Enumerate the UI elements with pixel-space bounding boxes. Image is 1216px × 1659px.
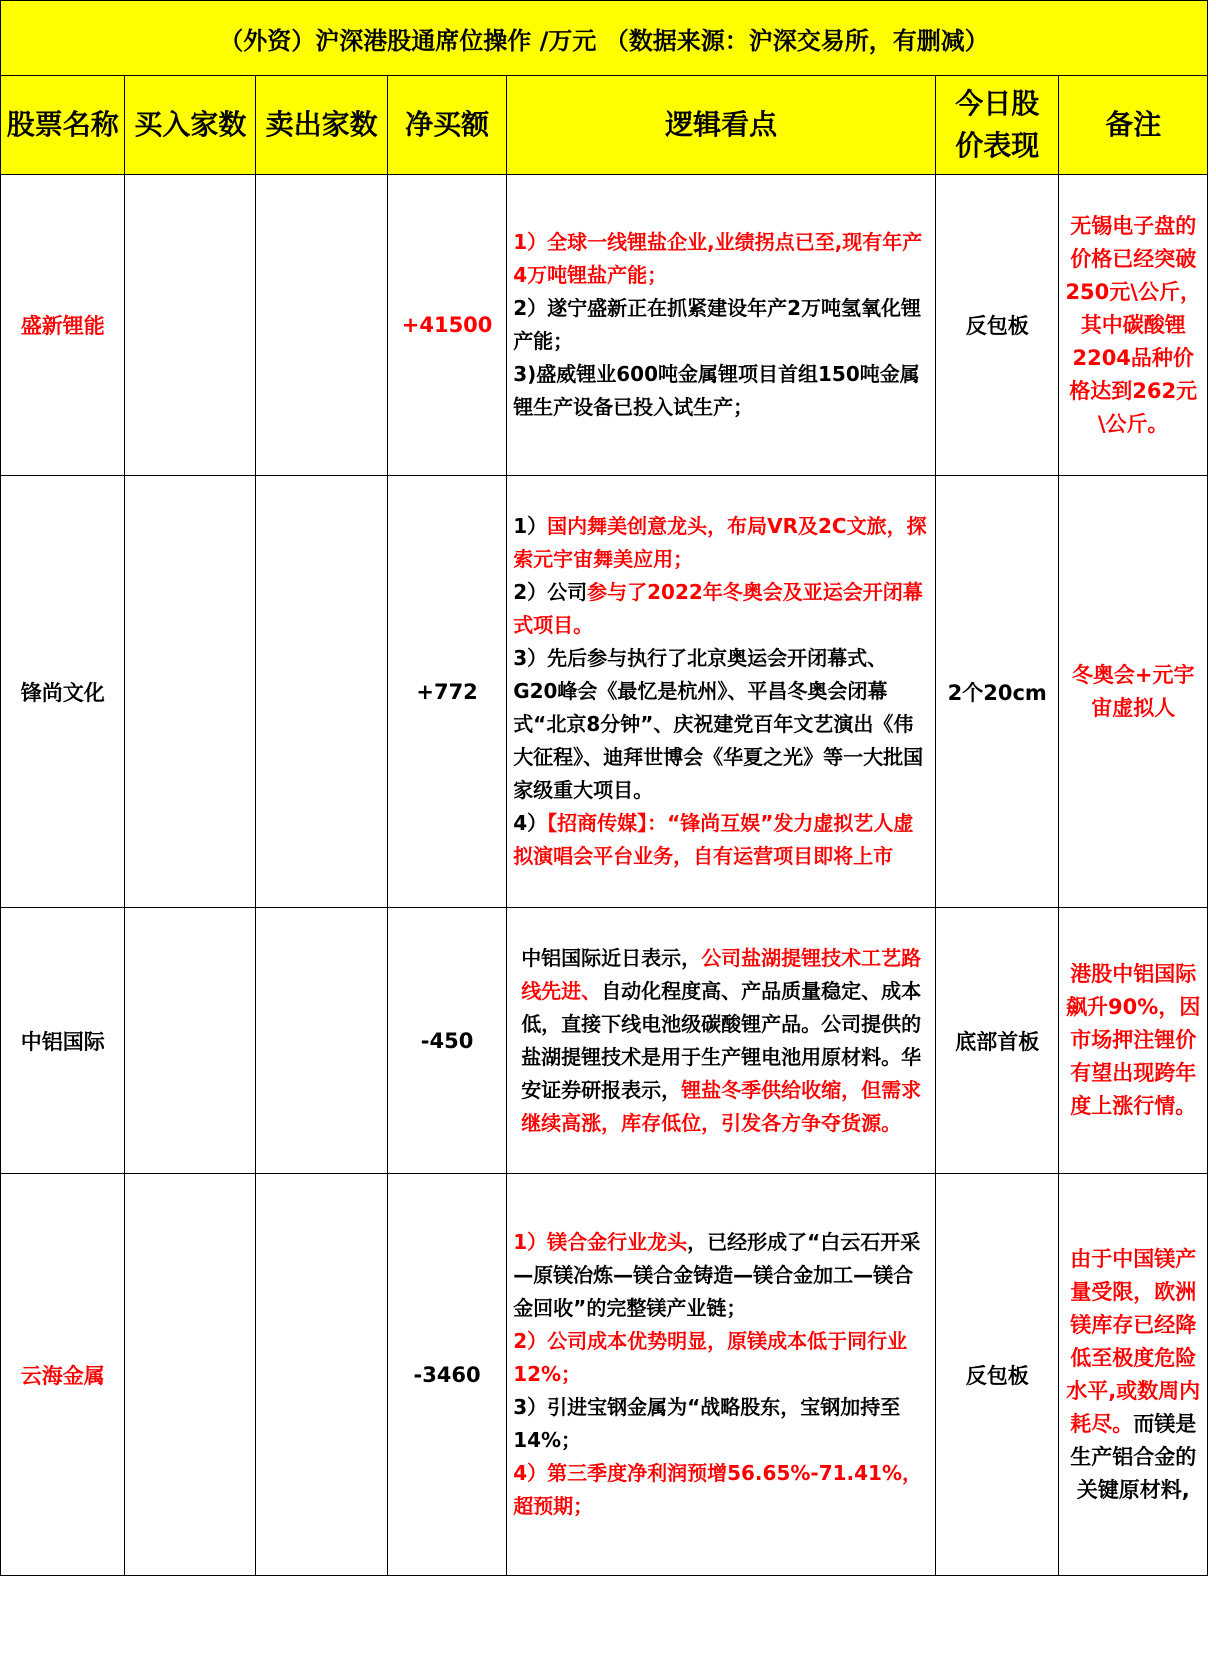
price-performance: 底部首板 [936,908,1059,1174]
net-buy: +41500 [387,175,506,476]
sell-count [256,175,388,476]
header-net-buy: 净买额 [387,76,506,175]
table-row [1,175,1208,476]
logic-point: 2）公司成本优势明显，原镁成本低于同行业12%； [513,1329,908,1386]
note: 港股中铝国际飙升90%，因市场押注锂价有望出现跨年度上涨行情。 [1059,908,1208,1174]
net-buy: -450 [387,908,506,1174]
table-row [1,908,1208,1174]
sell-count [256,476,388,908]
logic-point: 3)盛威锂业600吨金属锂项目首组150吨金属锂生产设备已投入试生产； [513,362,920,419]
note [1059,1174,1208,1576]
table-row [1,1174,1208,1576]
logic-point: 4）第三季度净利润预增56.65%-71.41%，超预期； [513,1461,923,1518]
price-performance: 2个20cm [936,476,1059,908]
buy-count [125,908,256,1174]
header-buy-count: 买入家数 [125,76,256,175]
price-performance: 反包板 [936,1174,1059,1576]
logic-point: 2）遂宁盛新正在抓紧建设年产2万吨氢氧化锂产能； [513,296,922,353]
note-text: 而镁是生产铝合金的关键原材料, [1070,1411,1197,1502]
table-title: （外资）沪深港股通席位操作 /万元 （数据来源：沪深交易所，有删减） [1,1,1208,76]
net-buy: +772 [387,476,506,908]
logic-cell [507,908,936,1174]
logic-cell [507,476,936,908]
logic-prefix: 1） [513,514,548,538]
table-row [1,476,1208,908]
logic-point: 3）先后参与执行了北京奥运会开闭幕式、G20峰会《最忆是杭州》、平昌冬奥会闭幕式“北京8分钟”、庆祝建党百年文艺演出《伟大征程》、迪拜世博会《华夏之光》等一大批国家级重大项目。 [513,646,924,802]
stock-name: 盛新锂能 [1,175,125,476]
buy-count [125,175,256,476]
note: 无锡电子盘的价格已经突破250元\公斤，其中碳酸锂2204品种价格达到262元\公斤。 [1059,175,1208,476]
header-sell-count: 卖出家数 [256,76,388,175]
stock-name: 中铝国际 [1,908,125,1174]
note: 冬奥会+元宇宙虚拟人 [1059,476,1208,908]
buy-count [125,1174,256,1576]
sell-count [256,1174,388,1576]
logic-point: 3）引进宝钢金属为“战略股东，宝钢加持至14%； [513,1395,901,1452]
logic-highlight: 国内舞美创意龙头，布局VR及2C文旅，探索元宇宙舞美应用； [513,514,927,571]
logic-highlight: 锂盐冬季供给收缩，但需求继续高涨，库存低位，引发各方争夺货源。 [521,1077,922,1135]
header-performance [936,76,1059,175]
note-highlight: 由于中国镁产量受限，欧洲镁库存已经降低至极度危险水平,或数周内耗尽。 [1066,1246,1201,1436]
price-performance: 反包板 [936,175,1059,476]
buy-count [125,476,256,908]
logic-cell [507,175,936,476]
logic-text: 中铝国际近日表示， [521,945,702,970]
logic-highlight: 参与了2022年冬奥会及亚运会开闭幕式项目。 [513,580,923,637]
header-notes: 备注 [1059,76,1208,175]
header-logic: 逻辑看点 [507,76,936,175]
sell-count [256,908,388,1174]
stock-name: 云海金属 [1,1174,125,1576]
logic-highlight: 【招商传媒】：“锋尚互娱”发力虚拟艺人虚拟演唱会平台业务，自有运营项目即将上市 [513,811,914,868]
logic-point: 1）全球一线锂盐企业,业绩拐点已至,现有年产4万吨锂盐产能； [513,230,923,287]
stock-name: 锋尚文化 [1,476,125,908]
logic-cell [507,1174,936,1576]
logic-text: ，已经形成了“白云石开采—原镁冶炼—镁合金铸造—镁合金加工—镁合金回收”的完整镁产业链； [513,1230,921,1320]
header-row [1,76,1208,175]
header-performance-label: 今日股价表现 [955,87,1040,162]
logic-text: 自动化程度高、产品质量稳定、成本低，直接下线电池级碳酸锂产品。公司提供的盐湖提锂技术是用于生产锂电池用原材料。华安证券研报表示， [521,978,922,1102]
logic-prefix: 4） [513,811,548,835]
logic-highlight: 公司盐湖提锂技术工艺路线先进、 [521,945,922,1003]
net-buy: -3460 [387,1174,506,1576]
header-stock-name: 股票名称 [1,76,125,175]
logic-prefix: 2）公司 [513,580,588,604]
logic-highlight: 1）镁合金行业龙头 [513,1230,688,1254]
